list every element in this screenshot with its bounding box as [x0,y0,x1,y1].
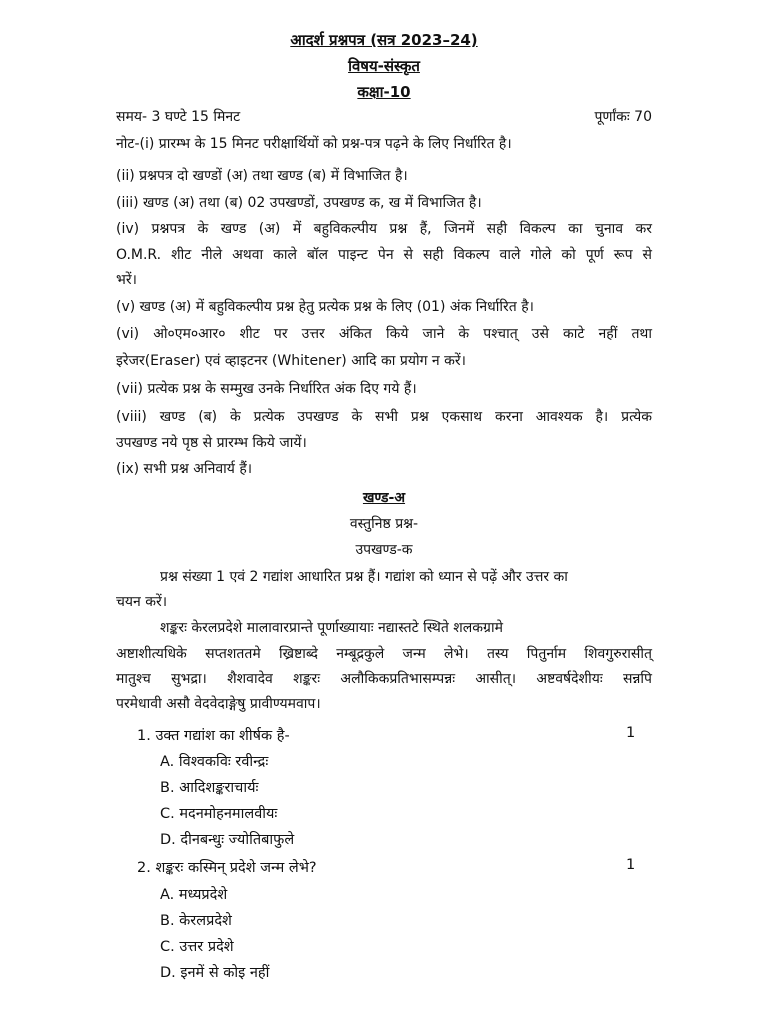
passage-line: शङ्करः केरलप्रदेशे मालावारप्रान्ते पूर्णाख्यायाः नद्यास्तटे स्थिते शलकग्रामे [160,620,503,636]
note-line: भरें। [116,272,137,288]
passage-line: मातुश्च सुभद्रा। शैशवादेव शङ्करः अलौकिकप्रतिभासम्पन्नः आसीत्। अष्टवर्षदेशीयः सन्नपि [116,671,652,687]
option-c: C. उत्तर प्रदेशे [160,939,234,955]
option-b: B. केरलप्रदेशे [160,913,232,929]
note-line: (vii) प्रत्येक प्रश्न के सम्मुख उनके निर्धारित अंक दिए गये हैं। [116,381,417,397]
question-text: 2. शङ्करः कस्मिन् प्रदेशे जन्म लेभे? [137,860,317,876]
time-label: समय- 3 घण्टे 15 मिनट [116,109,241,125]
passage-line: अष्टाशीत्यधिके सप्तशततमे ख्रिष्टाब्दे नम्बूद्रकुले जन्म लेभे। तस्य पितुर्नाम शिवगुरुरासीत् [116,646,652,662]
note-line: (vi) ओ०एम०आर० शीट पर उत्तर अंकित किये जाने के पश्चात् उसे काटे नहीं तथा [116,326,652,342]
passage-line: परमेधावी असौ वेदवेदाङ्गेषु प्रावीण्यमवाप। [116,696,321,712]
option-d: D. दीनबन्धुः ज्योतिबाफुले [160,832,295,848]
option-c: C. मदनमोहनमालवीयः [160,806,278,822]
question-marks: 1 [626,857,636,873]
note-line: (ix) सभी प्रश्न अनिवार्य हैं। [116,461,253,477]
subject-title: विषय-संस्कृत [348,57,420,75]
question-marks: 1 [626,725,636,741]
note-line: (ii) प्रश्नपत्र दो खण्डों (अ) तथा खण्ड (ब) में विभाजित है। [116,168,408,184]
subsection-title: उपखण्ड-क [355,542,413,558]
note-line: नोट-(i) प्रारम्भ के 15 मिनट परीक्षार्थियों को प्रश्न-पत्र पढ़ने के लिए निर्धारित है। [116,136,512,152]
section-title: खण्ड-अ [362,490,406,506]
option-a: A. मध्यप्रदेशे [160,887,228,903]
option-b: B. आदिशङ्कराचार्यः [160,780,259,796]
note-line: इरेजर(Eraser) एवं व्हाइटनर (Whitener) आदि का प्रयोग न करें। [116,353,466,369]
question-text: 1. उक्त गद्यांश का शीर्षक है- [137,728,290,744]
note-line: (v) खण्ड (अ) में बहुविकल्पीय प्रश्न हेतु प्रत्येक प्रश्न के लिए (01) अंक निर्धारित है। [116,299,534,315]
paper-title: आदर्श प्रश्नपत्र (सत्र 2023–24) [290,31,478,49]
note-line: O.M.R. शीट नीले अथवा काले बॉल पाइन्ट पेन से सही विकल्प वाले गोले को पूर्ण रूप से [116,247,652,263]
note-line: (viii) खण्ड (ब) के प्रत्येक उपखण्ड के सभी प्रश्न एकसाथ करना आवश्यक है। प्रत्येक [116,409,652,425]
note-line: (iii) खण्ड (अ) तथा (ब) 02 उपखण्डों, उपखण्ड क, ख में विभाजित है। [116,195,482,211]
instruction-line: चयन करें। [116,594,168,610]
class-title: कक्षा-10 [357,83,411,101]
note-line: उपखण्ड नये पृष्ठ से प्रारम्भ किये जायें। [116,435,307,451]
option-a: A. विश्वकविः रवीन्द्रः [160,754,269,770]
option-d: D. इनमें से कोइ नहीं [160,965,270,981]
note-line: (iv) प्रश्नपत्र के खण्ड (अ) में बहुविकल्पीय प्रश्न हैं, जिनमें सही विकल्प का चुनाव कर [116,221,652,237]
section-subtitle: वस्तुनिष्ठ प्रश्न- [349,516,419,532]
max-marks-label: पूर्णांकः 70 [594,109,652,125]
instruction-line: प्रश्न संख्या 1 एवं 2 गद्यांश आधारित प्रश्न हैं। गद्यांश को ध्यान से पढ़ें और उत्तर का [160,569,568,585]
